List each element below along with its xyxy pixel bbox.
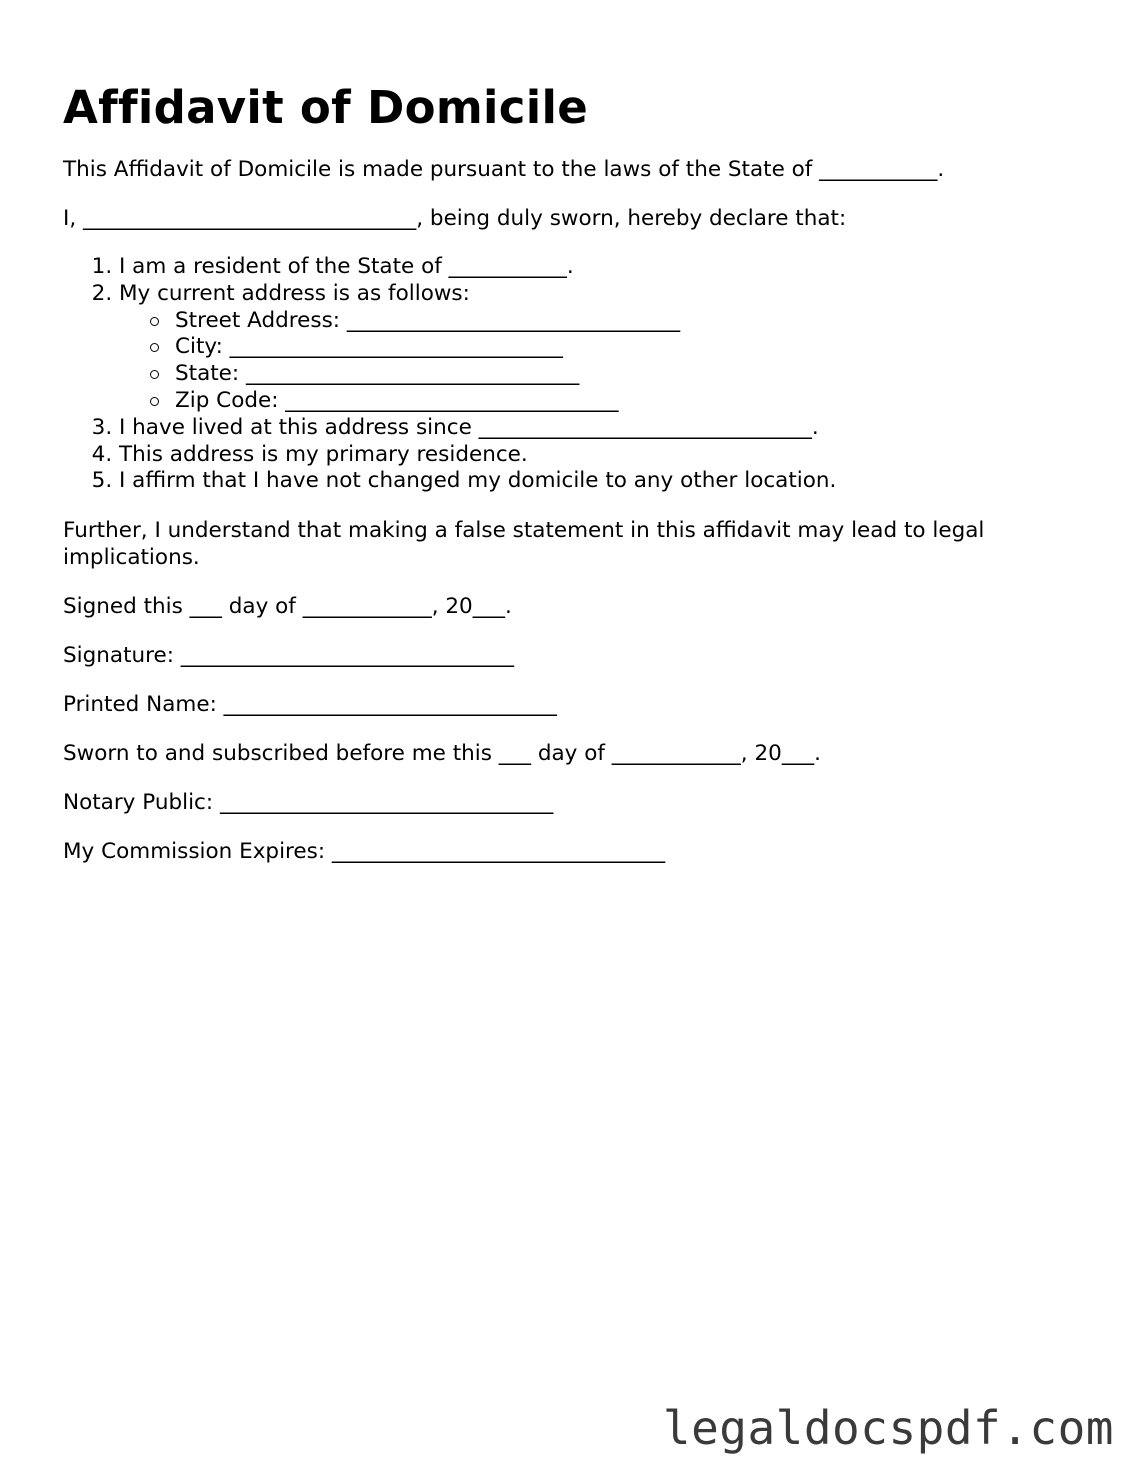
list-item-text: I am a resident of the State of ___________.: [119, 254, 574, 279]
signature-line: Signature: _______________________________: [63, 643, 515, 669]
declaration-paragraph: I, _______________________________, being duly sworn, hereby declare that:: [63, 206, 847, 231]
address-field-zip: Zip Code: _______________________________: [175, 388, 1103, 415]
notary-public-line: Notary Public: _______________________________: [63, 790, 554, 816]
sworn-line: Sworn to and subscribed before me this ___ day of ____________, 20___.: [63, 741, 821, 767]
address-field-street: Street Address: _______________________________: [175, 308, 1103, 335]
address-field-city: City: _______________________________: [175, 334, 1103, 361]
document-title: Affidavit of Domicile: [63, 81, 589, 134]
intro-paragraph: This Affidavit of Domicile is made pursuant to the laws of the State of ___________.: [63, 157, 945, 182]
list-item-text: I have lived at this address since _______________________________.: [119, 414, 819, 440]
list-item-text: My current address is as follows:: [119, 280, 470, 306]
signed-date-line: Signed this ___ day of ____________, 20___.: [63, 594, 512, 620]
list-item: [119, 415, 1103, 442]
affidavit-page: [63, 78, 1103, 887]
list-item: [119, 254, 1103, 281]
list-item: [119, 281, 1103, 415]
commission-expires-line: My Commission Expires: _______________________________: [63, 839, 666, 865]
declaration-list: [63, 254, 1103, 495]
watermark-text: legaldocspdf.com: [662, 1401, 1114, 1455]
list-item-text: This address is my primary residence.: [119, 441, 528, 467]
printed-name-line: Printed Name: _______________________________: [63, 692, 557, 718]
list-item: [119, 468, 1103, 495]
address-fields-list: [119, 308, 1103, 415]
list-item-text: I affirm that I have not changed my domicile to any other location.: [119, 468, 837, 494]
list-item: [119, 442, 1103, 469]
understanding-paragraph: Further, I understand that making a false statement in this affidavit may lead to legal implications.: [63, 518, 985, 571]
address-field-state: State: _______________________________: [175, 361, 1103, 388]
